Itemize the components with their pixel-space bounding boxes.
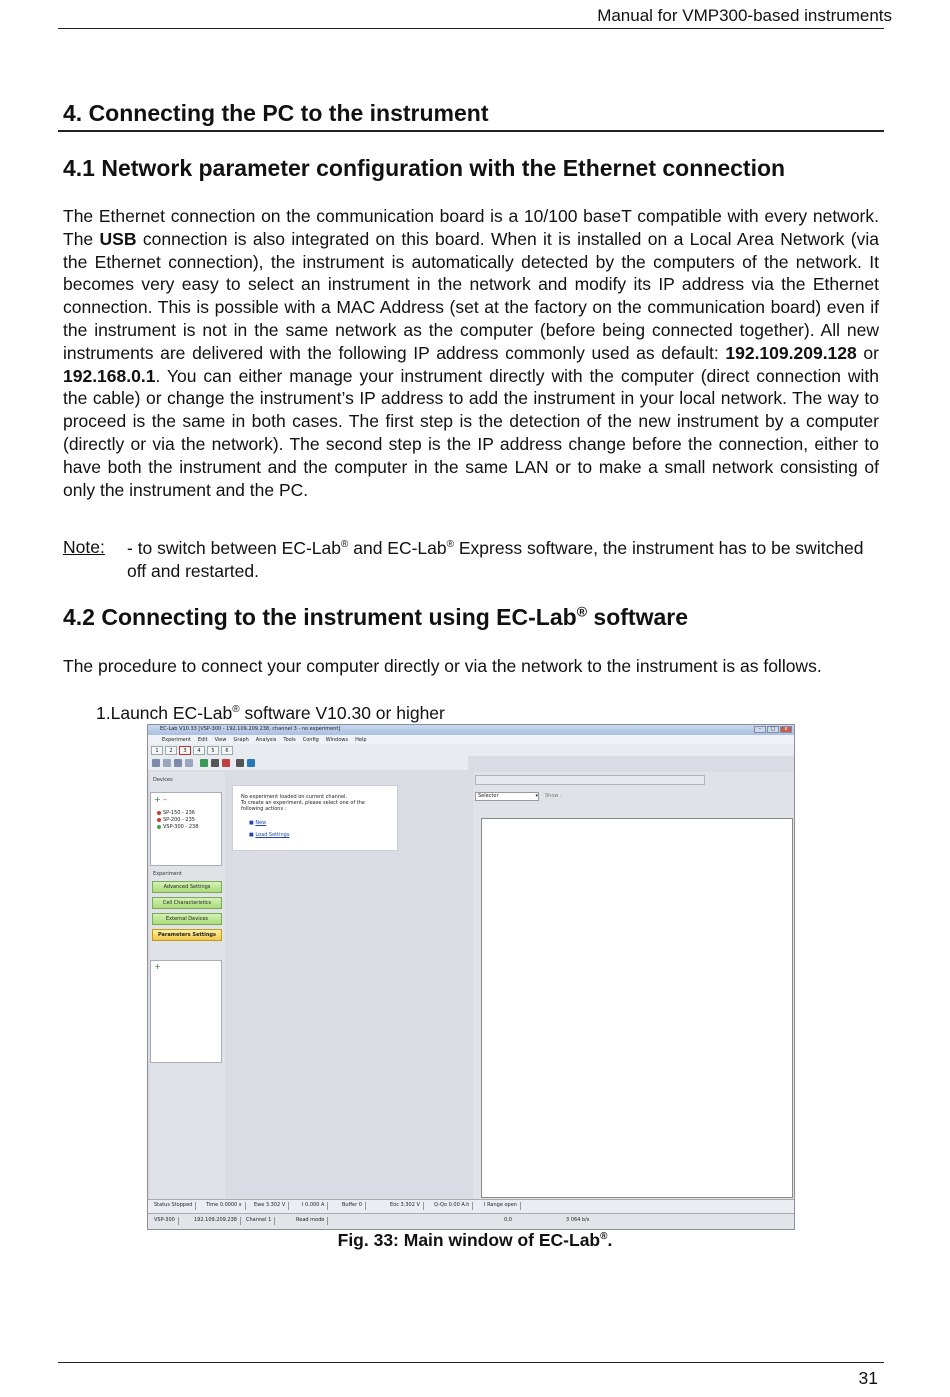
page-number: 31: [858, 1368, 878, 1388]
section-heading: 4. Connecting the PC to the instrument: [63, 100, 489, 126]
instrument-ip: 192.109.209.238: [194, 1217, 241, 1225]
device-item[interactable]: SP-200 - 235: [157, 817, 195, 823]
menu-experiment[interactable]: Experiment: [162, 736, 191, 743]
section-rule: [58, 130, 884, 132]
channel-tab-3[interactable]: 3: [179, 746, 191, 755]
channel-indicator: Channel 1: [246, 1217, 275, 1225]
minimize-button[interactable]: –: [754, 726, 766, 733]
graph-area[interactable]: [481, 818, 793, 1198]
status-field: Q-Qo 0.00 A.h: [434, 1202, 473, 1210]
status-dot-icon: [157, 818, 161, 822]
advanced-settings-button[interactable]: Advanced Settings: [152, 881, 222, 893]
coordinate-readout: 0,0: [504, 1217, 512, 1223]
connection-bar: [148, 1213, 794, 1229]
menubar: [148, 735, 794, 744]
device-item[interactable]: VSP-300 - 238: [157, 824, 198, 830]
subsection-heading-4-1: 4.1 Network parameter configuration with the Ethernet connection: [63, 155, 786, 181]
channel-tab-5[interactable]: 5: [207, 746, 219, 755]
channel-tab-6[interactable]: 6: [221, 746, 233, 755]
running-header: Manual for VMP300-based instruments: [597, 6, 892, 25]
channel-tabs: [148, 744, 794, 756]
step-1: 1.Launch EC-Lab® software V10.30 or higher: [96, 703, 445, 723]
no-experiment-instruction: To create an experiment, please select one of the following actions :: [241, 800, 365, 812]
load-settings-link[interactable]: Load Settings: [255, 832, 290, 838]
toolbar-icon[interactable]: [152, 759, 160, 767]
devices-list: [150, 792, 222, 866]
status-field: Eoc 3.302 V: [390, 1202, 424, 1210]
menu-view[interactable]: View: [214, 736, 227, 743]
maximize-button[interactable]: □: [767, 726, 779, 733]
status-field: Status Stopped: [154, 1202, 196, 1210]
parameters-settings-button[interactable]: Parameters Settings: [152, 929, 222, 941]
add-technique-icon[interactable]: +: [154, 962, 161, 971]
transfer-rate: 3 064 b/s: [566, 1217, 590, 1223]
status-field: Ewe 3.302 V: [254, 1202, 289, 1210]
subsection-heading-4-2: 4.2 Connecting to the instrument using EC-Lab® software: [63, 603, 688, 630]
toolbar-icon[interactable]: [174, 759, 182, 767]
footer-rule: [58, 1362, 884, 1363]
status-field: Buffer 0: [342, 1202, 366, 1210]
experiment-list: [150, 960, 222, 1063]
status-field: Time 0.0000 s: [206, 1202, 246, 1210]
toolbar-icon[interactable]: [247, 759, 255, 767]
external-devices-button[interactable]: External Devices: [152, 913, 222, 925]
device-item[interactable]: SP-150 - 236: [157, 810, 195, 816]
paragraph-ethernet: The Ethernet connection on the communication board is a 10/100 baseT compatible with every network. The USB connection is also integrated on this board. When it is installed on a Local Area Network (via the Ethernet connection), the instrument is automatically detected by the computers of the network. It becomes very easy to select an instrument in the network and modify its IP address via the Ethernet connection. This is possible with a MAC Address (set at the factory on the communication board) even if the instrument is not in the same network as the computer (before being connected together). All new instruments are delivered with the following IP address commonly used as default: 192.109.209.128 or 192.168.0.1. You can either manage your instrument directly with the computer (direct connection with the cable) or change the instrument’s IP address to add the instrument in your local network. The way to proceed is the same in both cases. The first step is the detection of the new instrument by a computer (directly or via the network). The second step is the IP address change before the connection, either to have both the instrument and the computer in the same LAN or to make a small network consisting of only the instrument and the PC.: [63, 206, 879, 500]
menu-tools[interactable]: Tools: [283, 736, 296, 743]
cell-characteristics-button[interactable]: Cell Characteristics: [152, 897, 222, 909]
window-titlebar: [148, 725, 794, 735]
header-rule: [58, 28, 884, 29]
window-title: EC-Lab V10.33 [VSP-300 - 192.109.209.238, channel 3 - no experiment]: [160, 726, 341, 732]
toolbar-icon[interactable]: [185, 759, 193, 767]
status-bar: [148, 1199, 794, 1213]
channel-tab-1[interactable]: 1: [151, 746, 163, 755]
menu-windows[interactable]: Windows: [325, 736, 349, 743]
note-label: Note:: [63, 537, 105, 557]
channel-tab-2[interactable]: 2: [165, 746, 177, 755]
main-toolbar: [148, 756, 468, 770]
note-text: - to switch between EC-Lab® and EC-Lab® Express software, the instrument has to be switched off and restarted.: [127, 538, 864, 581]
mode-indicator: Read mode: [296, 1217, 328, 1225]
eclab-screenshot: [147, 724, 795, 1230]
figure-caption: Fig. 33: Main window of EC-Lab®.: [337, 1230, 613, 1250]
experiment-label: Experiment: [153, 871, 182, 877]
remove-device-icon[interactable]: –: [163, 795, 167, 804]
no-experiment-panel: No experiment loaded on current channel. To create an experiment, please select one of the following actions : ■ New ■ Load Settings: [232, 785, 398, 851]
status-field: I Range open: [484, 1202, 521, 1210]
menu-help[interactable]: Help: [355, 736, 367, 743]
graph-toolbar: [475, 775, 705, 785]
no-experiment-text: No experiment loaded on current channel.: [241, 794, 348, 800]
toolbar-icon[interactable]: [236, 759, 244, 767]
channel-tab-4[interactable]: 4: [193, 746, 205, 755]
devices-label: Devices: [153, 777, 173, 783]
toolbar-icon[interactable]: [211, 759, 219, 767]
instrument-name: VSP-300: [154, 1217, 179, 1225]
close-button[interactable]: x: [780, 726, 792, 733]
menu-graph[interactable]: Graph: [233, 736, 249, 743]
show-label: Show :: [545, 793, 562, 799]
toolbar-icon[interactable]: [200, 759, 208, 767]
menu-edit[interactable]: Edit: [197, 736, 208, 743]
status-dot-icon: [157, 811, 161, 815]
status-dot-icon: [157, 825, 161, 829]
selector-dropdown[interactable]: Selector ▾: [475, 792, 539, 801]
toolbar-icon[interactable]: [163, 759, 171, 767]
status-field: I 0.000 A: [302, 1202, 328, 1210]
chevron-down-icon: ▾: [535, 793, 538, 799]
new-link[interactable]: New: [255, 820, 267, 826]
toolbar-icon[interactable]: [222, 759, 230, 767]
menu-config[interactable]: Config: [302, 736, 319, 743]
paragraph-procedure: The procedure to connect your computer directly or via the network to the instrument is as follows.: [63, 656, 822, 676]
menu-analysis[interactable]: Analysis: [255, 736, 277, 743]
add-device-icon[interactable]: +: [154, 795, 161, 804]
